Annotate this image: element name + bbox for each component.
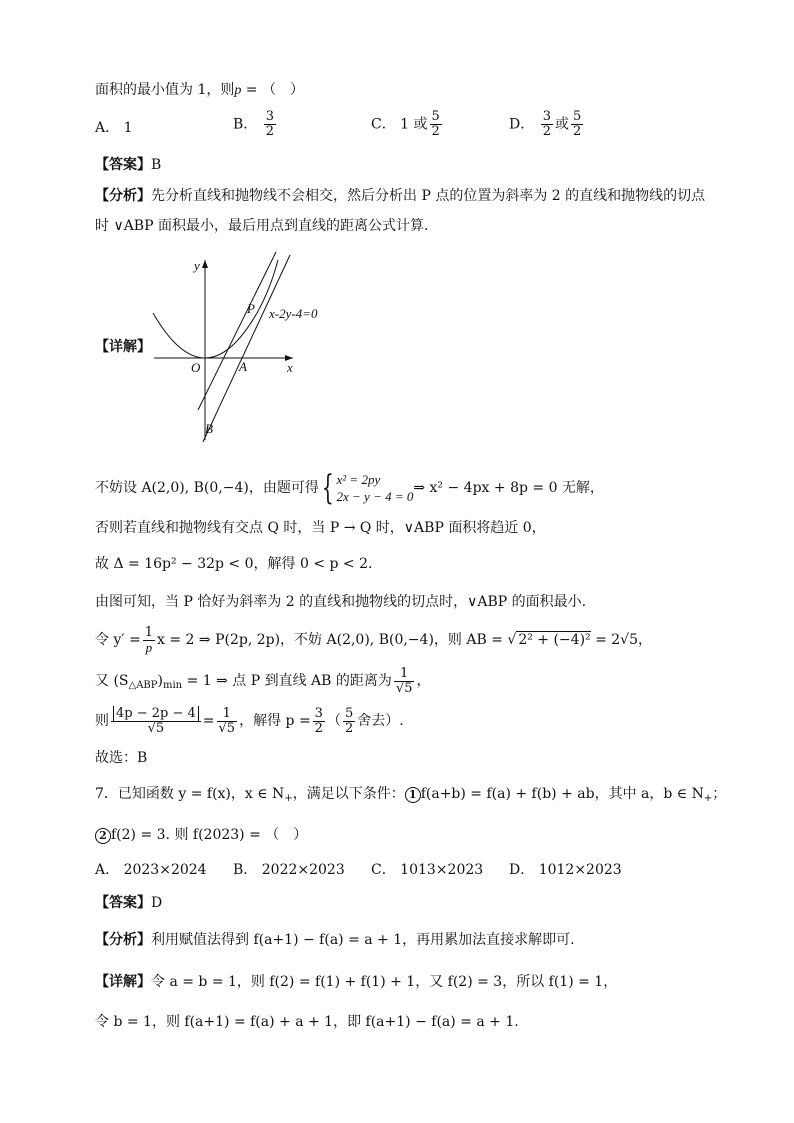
detail-text: 令 y′ = [95,632,141,648]
line-ab [203,255,290,442]
detail-text: 否则若直线和抛物线有交点 Q 时，当 P → Q 时，∨ABP 面积将趋近 0， [95,520,546,536]
q7-stem-text: 7．已知函数 y = f(x)，x ∈ N [95,786,285,802]
analysis-text: 利用赋值法得到 f(a+1) − f(a) = a + 1，再用累加法直接求解即可. [151,932,575,948]
answer-label: 【答案】 [95,895,151,911]
choose-text: 故选：B [95,750,148,766]
q6-detail-line3 [95,554,372,574]
subscript: min [162,680,183,691]
fraction: $\frac{3}{2}$ [542,109,551,139]
fraction: $\frac{5}{2}$ [431,109,440,139]
analysis-text: 时 ∨ABP 面积最小，最后用点到直线的距离公式计算. [95,218,429,234]
detail-text: ) [157,673,163,689]
detail-text: 故 Δ = 16p² − 32p < 0，解得 0 < p < 2. [95,556,373,572]
answer-label: 【答案】 [95,157,151,173]
condition-text: f(2) = 3. 则 f(2023) = （ ） [111,827,308,843]
point-p-label: P [247,301,255,316]
analysis-text: 先分析直线和抛物线不会相交，然后分析出 P 点的位置为斜率为 2 的直线和抛物线的切点 [151,188,706,204]
analysis-label: 【分析】 [95,188,151,204]
q6-detail-line4 [95,592,586,612]
q6-detail-line7 [95,704,404,738]
q7-detail-line1 [95,972,617,992]
q6-analysis-line1 [95,186,705,206]
fraction: $\frac{5}{2}$ [572,109,582,139]
q7-stem-line2 [95,825,307,845]
q7-answer [95,893,162,913]
fraction: $\frac{3}{2}$ [265,109,275,139]
option-key: A． [95,120,120,136]
detail-text: 令 b = 1，则 f(a+1) = f(a) + a + 1，即 f(a+1) − f(a) = a + 1. [95,1014,519,1030]
parabola-figure [148,250,338,445]
x-axis-label: x [287,360,293,375]
fraction: $\frac{5}{2}$ [344,705,354,736]
option-key: B． [233,862,258,878]
q6-option-b[interactable] [233,110,278,139]
option-text: 1012×2023 [538,862,622,878]
option-key: B． [233,116,258,133]
q6-option-a[interactable] [95,118,133,138]
q7-stem-line1 [95,784,726,809]
fraction: $\frac{1}{√5}$ [395,665,413,696]
condition-text: ； [712,786,727,802]
sqrt-radicand: 2² + (−4)² [518,632,591,648]
condition-text: f(a+b) = f(a) + f(b) + ab，其中 a，b ∈ N [420,786,704,802]
option-text: 1013×2023 [400,862,484,878]
circled-number-1: 1 [405,787,421,803]
option-key: C． [371,862,396,878]
detail-text: ，解得 p = [239,713,311,729]
detail-text: 则 [95,713,109,729]
q6-option-d[interactable] [509,110,585,139]
option-key: A． [95,862,120,878]
option-text: 2023×2024 [123,862,207,878]
fraction: $\frac{1}{p}$ [144,624,153,655]
q6-stem [95,80,304,101]
q6-answer [95,155,161,175]
fraction: $\frac{4p - 2p - 4}{√5}$ [111,707,201,736]
q7-stem-text: ，满足以下条件： [292,786,405,802]
fraction: $\frac{1}{√5}$ [218,705,236,736]
q6-choose [95,748,147,768]
detail-label: 【详解】 [95,974,151,990]
q7-option-a[interactable] [95,860,207,880]
q6-detail-line1 [95,470,604,506]
detail-text: 舍去）. [357,713,404,729]
subscript: + [284,793,293,804]
q7-option-c[interactable] [371,860,483,880]
y-axis-label: y [194,258,200,273]
equation-system: x² = 2py 2x − y − 4 = 0 [336,472,414,504]
option-key: D． [509,116,535,133]
tangent-line [198,252,276,410]
option-text: 2022×2023 [261,862,345,878]
option-text: 1 [123,120,133,136]
detail-text: ， [416,673,431,689]
q6-stem-text: 面积的最小值为 1，则 [95,82,235,98]
option-key: C． [371,116,396,133]
q6-stem-end: = （ ） [241,82,304,98]
detail-text: 又 (S [95,673,129,689]
origin-label: O [191,360,201,375]
detail-text: 令 a = b = 1，则 f(2) = f(1) + f(1) + 1，又 f(2) = 3，所以 f(1) = 1， [151,974,618,990]
subscript: △ABP [128,680,158,691]
point-b-label: B [205,421,213,436]
detail-label: 【详解】 [95,339,151,355]
option-text: 1 或 [400,116,428,133]
q6-detail-line6 [95,665,430,702]
detail-text: 不妨设 A(2,0), B(0,−4)，由题可得 [95,480,319,496]
detail-text: = 2√5， [595,632,653,648]
circled-number-2: 2 [95,828,111,844]
line-equation-label: x-2y-4=0 [269,306,318,321]
fraction: $\frac{3}{2}$ [314,705,323,736]
q7-detail-line2 [95,1012,519,1032]
analysis-label: 【分析】 [95,932,151,948]
detail-text: x = 2 ⇒ P(2p, 2p)，不妨 A(2,0), B(0,−4)，则 AB = [157,632,503,648]
q7-option-b[interactable] [233,860,345,880]
detail-text: （ [326,713,341,729]
q6-detail-line5: 令 y′ = $\frac{1}{p}$ x = 2 ⇒ P(2p, 2p)，不妨 A(2,0), B(0,−4)，则 AB = √ 2² + (−4)² = 2√5， [95,624,653,655]
q7-analysis [95,930,575,950]
option-text: 或 [554,116,569,133]
left-brace: { [321,468,334,508]
q6-stem-var: p [234,83,242,98]
option-key: D． [509,862,535,878]
y-axis-arrow [202,260,208,268]
answer-value: B [151,157,162,173]
subscript: + [703,793,713,804]
q7-option-d[interactable] [509,860,622,880]
q6-detail-line2 [95,518,546,538]
point-a-label: A [239,359,247,374]
detail-text: = 1 ⇒ 点 P 到直线 AB 的距离为 [186,673,392,689]
q6-option-c[interactable] [371,110,444,139]
q6-analysis-line2 [95,216,428,236]
detail-text: = [202,713,215,729]
detail-text: ⇒ x² − 4px + 8p = 0 无解， [413,480,604,496]
answer-value: D [151,895,163,911]
q6-detail [95,337,151,357]
detail-text: 由图可知，当 P 恰好为斜率为 2 的直线和抛物线的切点时，∨ABP 的面积最小. [95,594,587,610]
